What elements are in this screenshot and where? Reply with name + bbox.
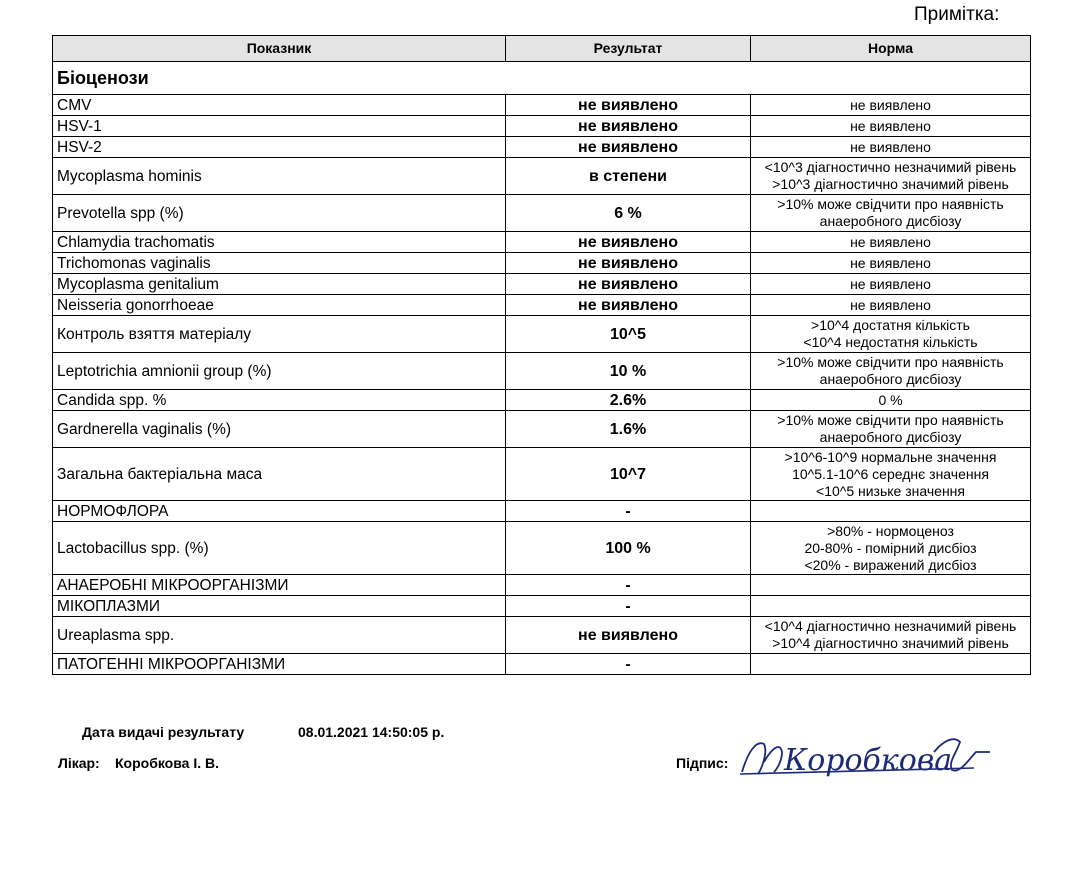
indicator-name: Trichomonas vaginalis (53, 253, 506, 274)
doctor-name: Коробкова І. В. (115, 755, 219, 771)
norm-line: >10^4 достатня кількість (811, 317, 970, 333)
table-row (53, 158, 1031, 195)
result-value: не виявлено (506, 232, 751, 253)
norm-line: >10% може свідчити про наявність (777, 196, 1004, 212)
result-value: не виявлено (506, 116, 751, 137)
table-row (53, 390, 1031, 411)
table-row (53, 353, 1031, 390)
norm-cell (751, 596, 1031, 617)
indicator-name: Prevotella spp (%) (53, 195, 506, 232)
header-result: Результат (506, 36, 751, 62)
indicator-name: Neisseria gonorrhoeae (53, 295, 506, 316)
results-table-body (53, 62, 1031, 675)
result-value: - (506, 654, 751, 675)
result-value: не виявлено (506, 137, 751, 158)
norm-cell (751, 654, 1031, 675)
norm-line: не виявлено (850, 138, 931, 155)
norm-line: >80% - нормоценоз (827, 522, 954, 539)
indicator-name: HSV-1 (53, 116, 506, 137)
result-value: - (506, 575, 751, 596)
norm-cell (751, 232, 1031, 253)
norm-cell (751, 448, 1031, 501)
table-row (53, 295, 1031, 316)
result-value: 10^5 (506, 316, 751, 353)
signature-text: Коробкова (784, 743, 953, 778)
table-row (53, 617, 1031, 654)
indicator-name: Gardnerella vaginalis (%) (53, 411, 506, 448)
norm-cell (751, 575, 1031, 596)
issue-date-label: Дата видачі результату (82, 724, 245, 740)
indicator-name: АНАЕРОБНІ МІКРООРГАНІЗМИ (53, 575, 506, 596)
indicator-name: Контроль взяття матеріалу (53, 316, 506, 353)
result-value: не виявлено (506, 295, 751, 316)
result-value: - (506, 501, 751, 522)
table-row (53, 137, 1031, 158)
norm-line: >10^6-10^9 нормальне значення (784, 448, 997, 465)
results-table (52, 35, 1031, 675)
note-label: Примітка: (914, 4, 1000, 25)
signature-icon (734, 722, 994, 792)
norm-cell (751, 617, 1031, 654)
indicator-name: Mycoplasma hominis (53, 158, 506, 195)
indicator-name: Загальна бактеріальна маса (53, 448, 506, 501)
norm-line: >10% може свідчити про наявність (777, 412, 1004, 428)
result-value: 10 % (506, 353, 751, 390)
indicator-name: CMV (53, 95, 506, 116)
norm-cell (751, 522, 1031, 575)
table-row (53, 654, 1031, 675)
norm-line: не виявлено (850, 233, 931, 250)
indicator-name: ПАТОГЕННІ МІКРООРГАНІЗМИ (53, 654, 506, 675)
result-value: - (506, 596, 751, 617)
indicator-name: Mycoplasma genitalium (53, 274, 506, 295)
norm-cell (751, 116, 1031, 137)
table-row (53, 274, 1031, 295)
issue-date-value: 08.01.2021 14:50:05 р. (298, 724, 445, 740)
norm-cell (751, 95, 1031, 116)
table-row (53, 501, 1031, 522)
norm-cell (751, 316, 1031, 353)
result-value: 1.6% (506, 411, 751, 448)
norm-cell (751, 295, 1031, 316)
norm-cell (751, 158, 1031, 195)
norm-line: не виявлено (850, 96, 931, 113)
result-value: не виявлено (506, 253, 751, 274)
result-value: 100 % (506, 522, 751, 575)
indicator-name: Leptotrichia amnionii group (%) (53, 353, 506, 390)
signature-label: Підпис: (676, 755, 729, 771)
norm-line: <10^5 низьке значення (816, 482, 965, 499)
result-value: не виявлено (506, 617, 751, 654)
table-row (53, 596, 1031, 617)
section-title: Біоценози (53, 62, 1031, 95)
norm-cell (751, 274, 1031, 295)
table-row (53, 232, 1031, 253)
result-value: не виявлено (506, 274, 751, 295)
header-norm: Норма (751, 36, 1031, 62)
table-row (53, 575, 1031, 596)
indicator-name: Ureaplasma spp. (53, 617, 506, 654)
table-row (53, 195, 1031, 232)
norm-line: не виявлено (850, 117, 931, 134)
norm-cell (751, 501, 1031, 522)
table-row (53, 253, 1031, 274)
indicator-name: НОРМОФЛОРА (53, 501, 506, 522)
table-row (53, 116, 1031, 137)
norm-line: <20% - виражений дисбіоз (804, 556, 977, 573)
norm-line: 20-80% - помірний дисбіоз (804, 539, 977, 556)
header-indicator: Показник (53, 36, 506, 62)
section-row (53, 62, 1031, 95)
norm-line: >10% може свідчити про наявність (777, 354, 1004, 370)
norm-line: <10^4 недостатня кількість (803, 334, 978, 350)
result-value: 10^7 (506, 448, 751, 501)
indicator-name: Lactobacillus spp. (%) (53, 522, 506, 575)
norm-line: анаеробного дисбіозу (819, 213, 962, 229)
indicator-name: Chlamydia trachomatis (53, 232, 506, 253)
table-row (53, 316, 1031, 353)
table-row (53, 95, 1031, 116)
norm-line: не виявлено (850, 254, 931, 271)
signature (734, 722, 994, 792)
norm-cell (751, 253, 1031, 274)
indicator-name: МІКОПЛАЗМИ (53, 596, 506, 617)
norm-line: 10^5.1-10^6 середнє значення (792, 465, 989, 482)
result-value: не виявлено (506, 95, 751, 116)
result-value: в степени (506, 158, 751, 195)
indicator-name: Candida spp. % (53, 390, 506, 411)
norm-cell (751, 195, 1031, 232)
table-row (53, 522, 1031, 575)
result-value: 2.6% (506, 390, 751, 411)
norm-cell (751, 137, 1031, 158)
norm-line: анаеробного дисбіозу (819, 371, 962, 387)
table-header-row (53, 36, 1031, 62)
norm-line: >10^3 діагностично значимий рівень (772, 176, 1009, 192)
norm-line: >10^4 діагностично значимий рівень (772, 635, 1009, 651)
norm-line: анаеробного дисбіозу (819, 429, 962, 445)
table-row (53, 448, 1031, 501)
norm-line: <10^3 діагностично незначимий рівень (764, 159, 1017, 175)
table-row (53, 411, 1031, 448)
norm-cell (751, 353, 1031, 390)
result-value: 6 % (506, 195, 751, 232)
indicator-name: HSV-2 (53, 137, 506, 158)
norm-line: не виявлено (850, 275, 931, 292)
norm-line: 0 % (878, 391, 903, 408)
norm-cell (751, 411, 1031, 448)
norm-line: <10^4 діагностично незначимий рівень (764, 618, 1017, 634)
doctor-label: Лікар: (58, 755, 100, 771)
norm-cell (751, 390, 1031, 411)
norm-line: не виявлено (850, 296, 931, 313)
